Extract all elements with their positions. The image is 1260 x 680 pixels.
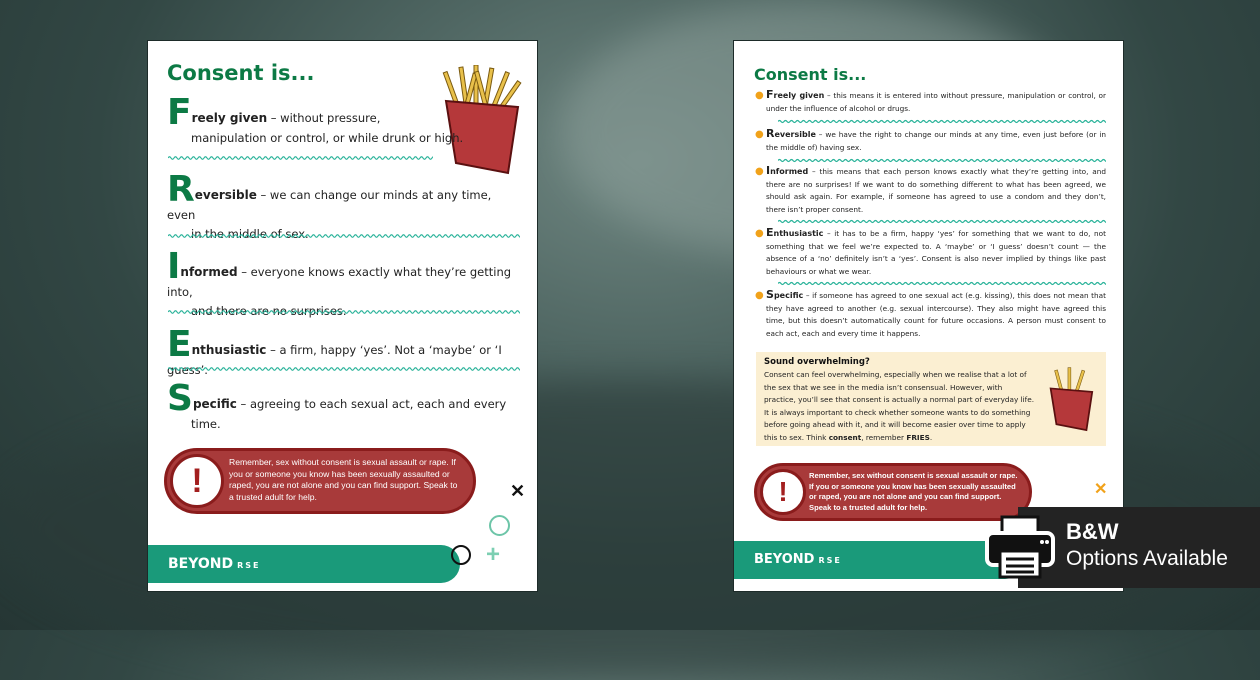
warning-callout (754, 463, 1032, 521)
fries-illustration (1046, 366, 1098, 434)
fries-item-enthusiastic: ● Enthusiastic – it has to be a firm, happy ‘yes’ for something that we want to do, not something that we feel we’re expected to. A ‘maybe’ or ‘I guess’ doesn’t count — the absence of a ‘no’ definitely isn’t a ‘yes’. Consent is also never implied by things like past behaviours or what we wear. (755, 226, 1106, 276)
fries-item-specific: ● Specific – if someone has agreed to one sexual act (e.g. kissing), this does not mean that they have agreed to another (e.g. sexual intercourse). They also might have agreed this time, but this doesn’t automatically count for future occasions. A person must consent to each act, each and every time it happens. (755, 288, 1106, 338)
warning-text: Remember, sex without consent is sexual assault or rape. If you or someone you know has been sexually assaulted or raped, you are not alone and you can find support. Speak to a trusted adult for help. (809, 471, 1018, 512)
fries-item-enthusiastic: Enthusiastic – a firm, happy ‘yes’. Not a ‘maybe’ or ‘I guess’. (167, 324, 502, 377)
wave-divider (168, 233, 520, 239)
badge-title: B&W (1066, 519, 1119, 544)
fries-item-freely: Freely given – without pressure, manipulation or control, or while drunk or high. (167, 92, 464, 145)
bw-options-badge (1018, 507, 1260, 588)
exclamation-icon: ! (760, 469, 806, 515)
circle-decoration (489, 515, 510, 536)
warning-text: Remember, sex without consent is sexual assault or rape. If you or someone you know has been sexually assaulted or raped, you are not alone and you can find support. Speak to a trusted adult for help. (229, 457, 458, 502)
tip-box (756, 352, 1106, 446)
plus-decoration-icon: + (486, 541, 501, 568)
fries-item-informed: Informed – everyone knows exactly what they’re getting into, and there are no surprises. (167, 246, 512, 318)
beyond-logo: BEYOND RSE (168, 556, 261, 572)
fries-item-freely: ● Freely given – this means it is entered into without pressure, manipulation or control, or under the influence of alcohol or drugs. (755, 88, 1106, 113)
sheet-title: Consent is... (167, 61, 315, 85)
wave-divider (168, 309, 520, 315)
wave-divider (778, 219, 1106, 225)
wave-divider (168, 155, 433, 161)
tip-text: Consent can feel overwhelming, especially when we realise that a lot of the sex that we see in the media isn’t consensual. However, with practice, you’ll see that consent is actually a normal part of everyday life. It is always important to check whether someone wants to do something before going ahead with it, and it will become easier over time to apply this to sex. Think consent, remember FRIES. (764, 370, 1035, 442)
badge-subtitle: Options Available (1066, 547, 1228, 570)
fries-item-reversible: ● Reversible – we have the right to change our minds at any time, even just before (or in the middle of) having sex. (755, 127, 1106, 152)
fries-item-informed: ● Informed – this means that each person knows exactly what they’re getting into, and there are no surprises! If we want to do something different to what has been agreed, we should ask again. For example, if someone has agreed to use a condom and they don’t, there isn’t proper consent. (755, 164, 1106, 214)
circle-outline-decoration (451, 545, 471, 565)
wave-divider (778, 281, 1106, 287)
fries-item-reversible: Reversible – we can change our minds at any time, even in the middle of sex. (167, 169, 492, 241)
sheet-title: Consent is... (754, 65, 867, 84)
worksheet-preview-simple (147, 40, 538, 592)
x-decoration-icon: ✕ (510, 481, 526, 501)
x-decoration-icon: ✕ (1094, 481, 1108, 498)
fries-item-specific: Specific – agreeing to each sexual act, each and every time. (167, 378, 507, 431)
printer-icon (984, 515, 1056, 579)
beyond-logo: BEYOND RSE (754, 552, 842, 567)
tip-title: Sound overwhelming? (764, 357, 870, 367)
wave-divider (168, 366, 520, 372)
warning-callout (164, 448, 476, 514)
wave-divider (778, 119, 1106, 125)
exclamation-icon: ! (170, 454, 224, 508)
wave-divider (778, 158, 1106, 164)
